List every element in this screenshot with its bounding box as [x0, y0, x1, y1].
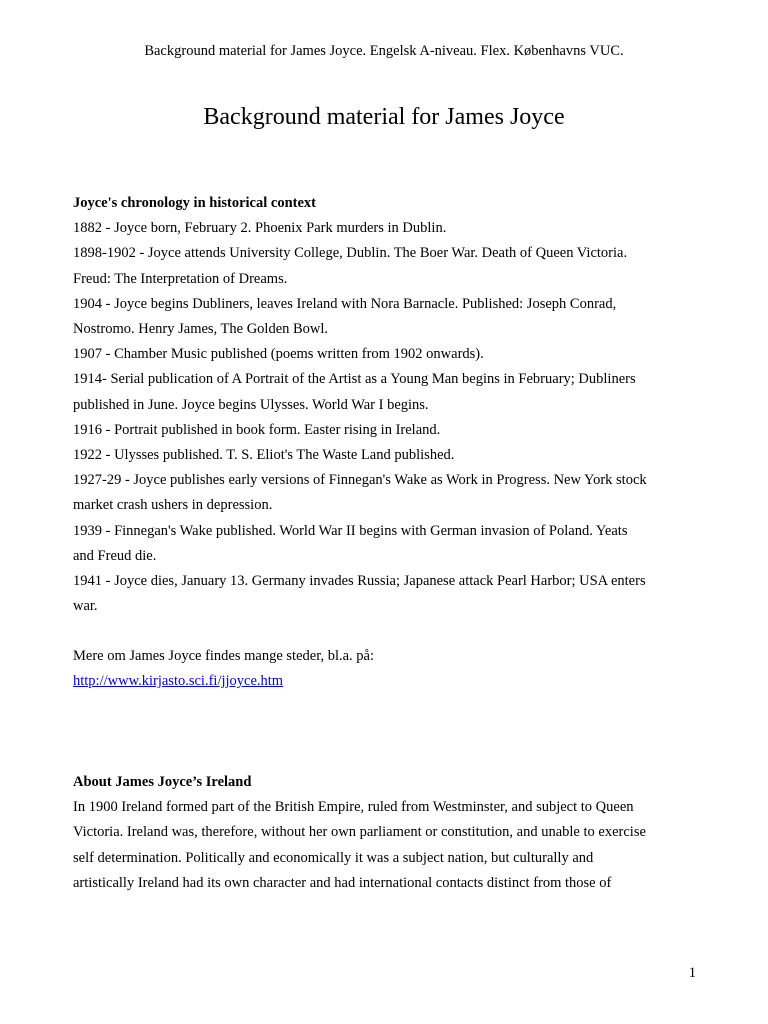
ireland-line: self determination. Politically and economically it was a subject nation, but culturally and: [73, 849, 594, 866]
page-number: 1: [688, 965, 696, 981]
chronology-line: 1898-1902 - Joyce attends University College, Dublin. The Boer War. Death of Queen Victoria.: [73, 245, 628, 262]
more-info-section: [73, 644, 698, 694]
chronology-line: 1904 - Joyce begins Dubliners, leaves Ireland with Nora Barnacle. Published: Joseph Conrad,: [73, 295, 617, 312]
more-info-text: Mere om James Joyce findes mange steder, bl.a. på:: [73, 648, 375, 664]
chronology-line: 1882 - Joyce born, February 2. Phoenix Park murders in Dublin.: [73, 220, 447, 237]
joyce-resource-link[interactable]: http://www.kirjasto.sci.fi/jjoyce.htm: [73, 673, 284, 690]
more-info-link-line: [73, 669, 698, 694]
chronology-line: 1916 - Portrait published in book form. Easter rising in Ireland.: [73, 421, 441, 438]
ireland-line: In 1900 Ireland formed part of the British Empire, ruled from Westminster, and subject to Queen: [73, 799, 634, 816]
page-title: Background material for James Joyce: [203, 104, 565, 130]
chronology-line: Nostromo. Henry James, The Golden Bowl.: [73, 321, 329, 338]
chronology-line: 1914- Serial publication of A Portrait of the Artist as a Young Man begins in February; Dubliners: [73, 371, 636, 388]
ireland-section: [73, 770, 698, 896]
chronology-line: 1941 - Joyce dies, January 13. Germany invades Russia; Japanese attack Pearl Harbor; USA enters: [73, 573, 646, 590]
chronology-line: 1927-29 - Joyce publishes early versions of Finnegan's Wake as Work in Progress. New York stock: [73, 472, 647, 489]
ireland-line: Victoria. Ireland was, therefore, without her own parliament or constitution, and unable to exercise: [73, 824, 646, 841]
ireland-line: artistically Ireland had its own character and had international contacts distinct from those of: [73, 874, 612, 891]
chronology-section: [73, 191, 698, 619]
chronology-line: 1922 - Ulysses published. T. S. Eliot's The Waste Land published.: [73, 447, 455, 464]
chronology-line: war.: [73, 598, 98, 615]
chronology-line: published in June. Joyce begins Ulysses. World War I begins.: [73, 396, 429, 413]
chronology-line: Freud: The Interpretation of Dreams.: [73, 270, 288, 287]
chronology-line: 1907 - Chamber Music published (poems written from 1902 onwards).: [73, 346, 484, 363]
running-header: Background material for James Joyce. Engelsk A-niveau. Flex. Københavns VUC.: [144, 43, 624, 59]
chronology-line: and Freud die.: [73, 547, 157, 564]
chronology-line: market crash ushers in depression.: [73, 497, 273, 514]
chronology-heading: Joyce's chronology in historical context: [73, 195, 316, 211]
chronology-line: 1939 - Finnegan's Wake published. World War II begins with German invasion of Poland. Yeats: [73, 522, 628, 539]
ireland-heading: About James Joyce’s Ireland: [73, 774, 252, 790]
